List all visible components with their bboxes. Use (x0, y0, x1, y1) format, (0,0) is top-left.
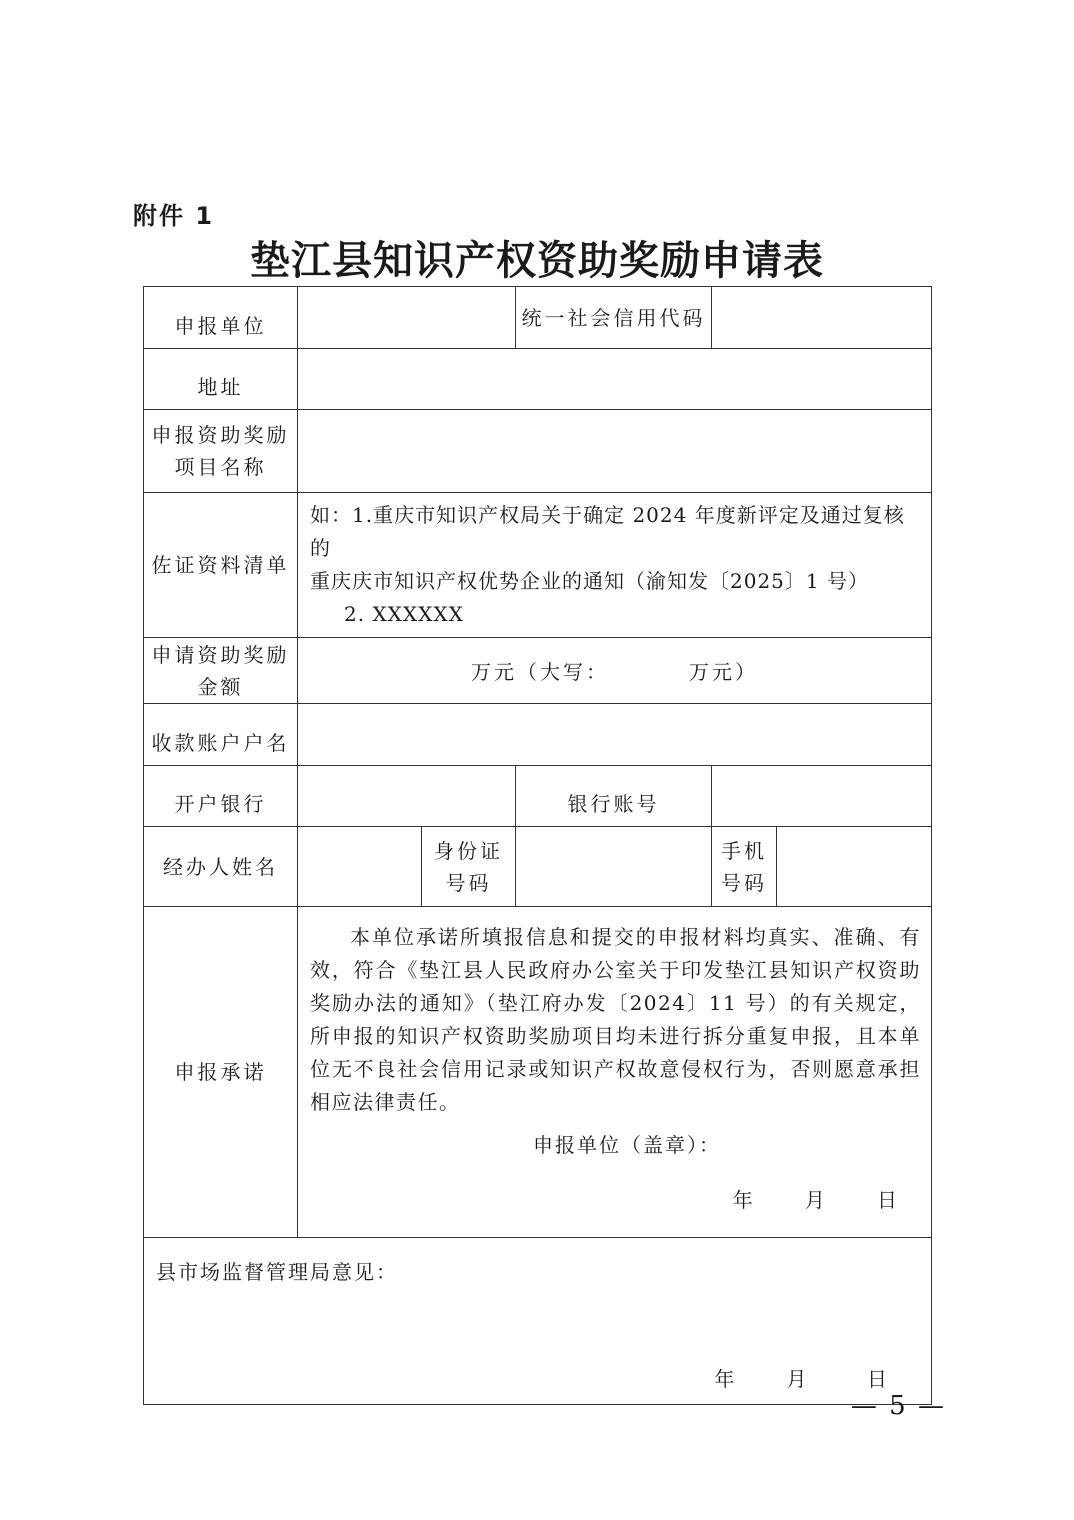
bank-account-label: 银行账号 (516, 766, 712, 827)
promise-text: 本单位承诺所填报信息和提交的申报材料均真实、准确、有效，符合《垫江县人民政府办公室关于印发垫江县知识产权资助奖励办法的通知》（垫江府办发〔2024〕11 号）的有关规定，所申报的知识产权资助奖励项目均未进行拆分重复申报，且本单位无不良社会信用记录或知识产权故意侵权行为，否则愿意承担相应法律责任。 (310, 925, 921, 1114)
promise-date: 年 月 日 (732, 1188, 899, 1212)
promise-label: 申报承诺 (144, 907, 298, 1238)
account-name-field[interactable] (298, 704, 932, 766)
evidence-field[interactable] (298, 493, 932, 638)
page-title: 垫江县知识产权资助奖励申请表 (250, 237, 824, 284)
account-name-label: 收款账户户名 (144, 704, 298, 766)
amount-label: 申请资助奖励 金额 (144, 638, 298, 704)
amount-unit-end: 万元） (689, 660, 758, 684)
applicant-unit-field[interactable] (298, 287, 516, 349)
promise-cell (298, 907, 932, 1238)
applicant-unit-label: 申报单位 (144, 287, 298, 349)
id-number-label: 身份证 号码 (422, 827, 516, 907)
bank-field[interactable] (298, 766, 516, 827)
handler-name-field[interactable] (298, 827, 422, 907)
opinion-date: 年 月 日 (714, 1367, 889, 1391)
bank-label: 开户银行 (144, 766, 298, 827)
evidence-line-2: 重庆庆市知识产权优势企业的通知（渝知发〔2025〕1 号） (310, 569, 869, 593)
address-field[interactable] (298, 349, 932, 410)
id-number-field[interactable] (516, 827, 712, 907)
opinion-cell[interactable] (144, 1238, 932, 1405)
project-name-label: 申报资助奖励 项目名称 (144, 410, 298, 493)
evidence-label: 佐证资料清单 (144, 493, 298, 638)
promise-sign: 申报单位（盖章）： (533, 1133, 721, 1157)
opinion-label: 县市场监督管理局意见： (156, 1260, 398, 1284)
page-number: — 5 — (850, 1391, 946, 1421)
credit-code-field[interactable] (712, 287, 932, 349)
evidence-line-1: 如：1.重庆市知识产权局关于确定 2024 年度新评定及通过复核的 (310, 503, 905, 560)
bank-account-field[interactable] (712, 766, 932, 827)
phone-field[interactable] (777, 827, 932, 907)
phone-label: 手机 号码 (712, 827, 777, 907)
amount-field[interactable] (298, 638, 932, 704)
amount-unit: 万元（大写： (471, 660, 609, 684)
attachment-label: 附件 1 (133, 202, 215, 230)
handler-name-label: 经办人姓名 (144, 827, 298, 907)
application-form (143, 286, 932, 1405)
credit-code-label: 统一社会信用代码 (516, 287, 712, 349)
project-name-field[interactable] (298, 410, 932, 493)
address-label: 地址 (144, 349, 298, 410)
evidence-line-3: 2. XXXXXX (344, 602, 464, 626)
